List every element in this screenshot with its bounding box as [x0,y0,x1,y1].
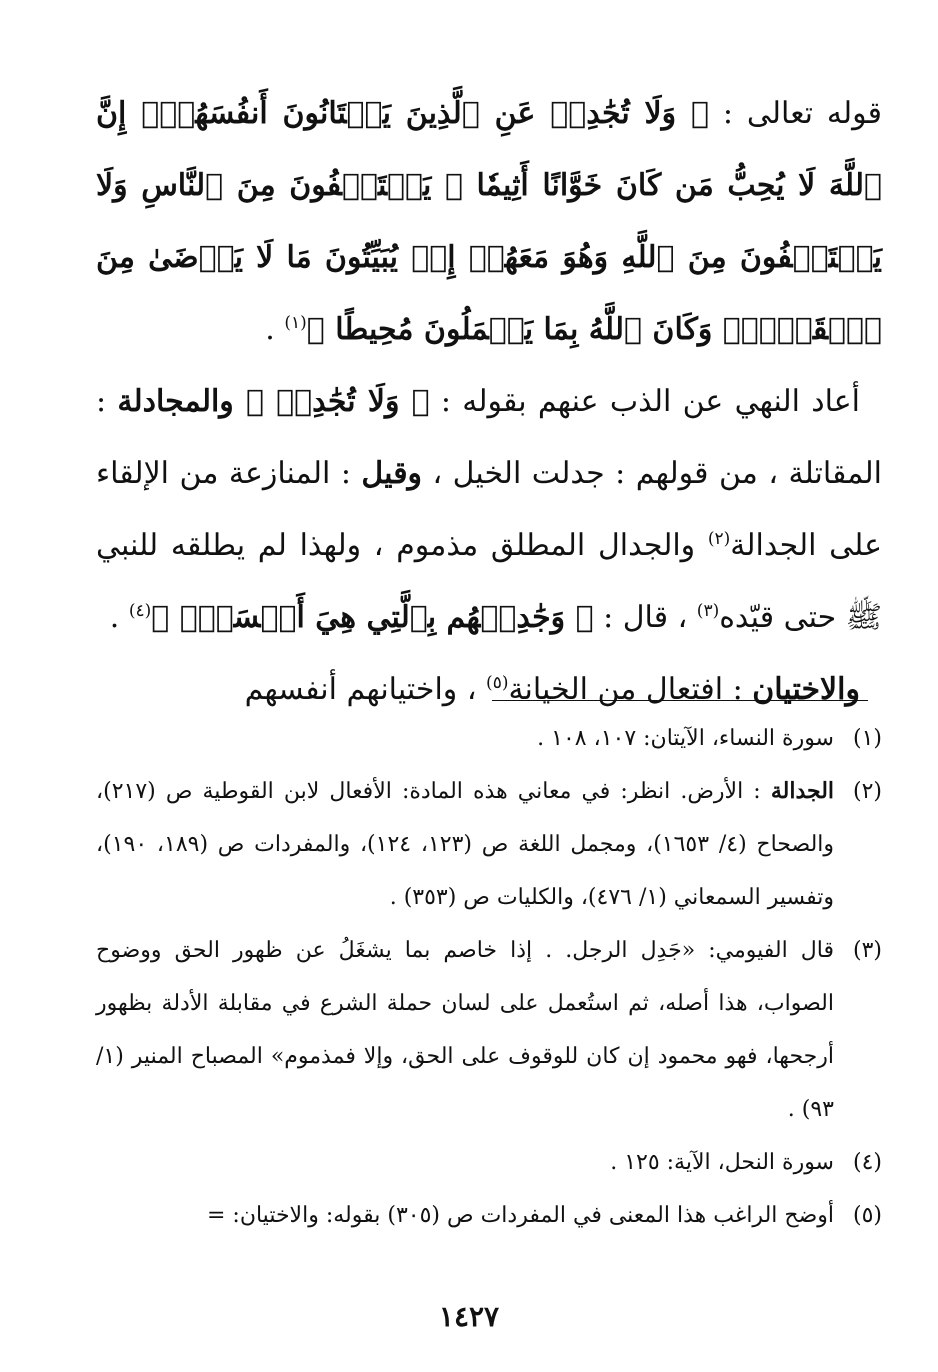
paragraph-2-e: : المنازعة من الإلقاء على الجدالة [96,456,882,563]
footnote-text: سورة النساء، الآيتان: ١٠٧، ١٠٨ . [537,726,834,751]
footnote-number: (٤) [852,1150,882,1175]
footnote-divider [492,700,868,701]
footnote-ref-1[interactable]: (١) [284,313,307,333]
footnote-text: سورة النحل، الآية: ١٢٥ . [610,1150,834,1175]
term-qila: وقيل [361,456,423,491]
footnote-lead-term: الجدالة [770,778,835,804]
footnote-1 [96,712,882,765]
footnote-3 [96,924,882,1136]
paragraph-2-a: أعاد النهي عن الذب عنهم بقوله : [429,384,860,419]
footnotes [96,712,882,1242]
footnote-number: (٣) [852,938,882,963]
footnote-ref-5[interactable]: (٥) [486,673,509,693]
footnote-ref-4[interactable]: (٤) [128,601,152,621]
footnote-ref-3[interactable]: (٣) [696,601,720,621]
footnote-text: : الأرض. انظر: في معاني هذه المادة: الأفعال لابن القوطية ص (٢١٧)، والصحاح (٤/ ١٦٥٣)، ومجمل اللغة ص (١٢٣، ١٢٤)، والمفردات ص (١٨٩، ١٩٠)، وتفسير السمعاني (١/ ٤٧٦)، والكليات ص (٣٥٣) . [96,779,835,910]
page-number: ١٤٢٧ [438,1300,500,1333]
term-ikhtiyan: والاختيان [752,672,860,707]
quran-verse-2: ﴿ وَلَا تُجَٰدِلۡ ﴾ [245,384,430,419]
quran-verse-3: ﴿ وَجَٰدِلۡهُم بِٱلَّتِي هِيَ أَحۡسَنُۚ ﴾ [151,600,594,635]
paragraph-2 [96,366,882,654]
footnote-text: قال الفيومي: «جَدِل الرجل. . إذا خاصم بما يشغَلُ عن ظهور الحق ووضوح الصواب، هذا أصله، ثم استُعمل على لسان حملة الشرع في مقابلة الأدلة بظهور أرجحها، فهو محمود إن كان للوقوف على الحق، وإلا فمذموم» المصباح المنير (١/ ٩٣) . [96,938,834,1122]
main-text [96,78,882,726]
paragraph-2-c: : المقاتلة ، من قولهم : جدلت الخيل ، [96,384,882,491]
paragraph-1-lead: قوله تعالى : [708,96,882,131]
footnote-2 [96,765,882,924]
footnote-number: (٢) [852,779,882,804]
footnote-5 [96,1189,882,1242]
footnote-number: (٥) [852,1203,882,1228]
paragraph-1-end: . [265,312,285,347]
footnote-text: أوضح الراغب هذا المعنى في المفردات ص (٣٠٥) بقوله: والاختيان: = [206,1203,834,1228]
paragraph-2-h: . [109,600,129,635]
quran-verse-1: ﴿ وَلَا تُجَٰدِلۡ عَنِ ٱلَّذِينَ يَخۡتَانُونَ أَنفُسَهُمۡۚ إِنَّ ٱللَّهَ لَا يُحِبُّ مَن كَانَ خَوَّانًا أَثِيمٗا ۞ يَسۡتَخۡفُونَ مِنَ ٱلنَّاسِ وَلَا يَسۡتَخۡفُونَ مِنَ ٱللَّهِ وَهُوَ مَعَهُمۡ إِذۡ يُبَيِّتُونَ مَا لَا يَرۡضَىٰ مِنَ ٱلۡقَوۡلِۚ وَكَانَ ٱللَّهُ بِمَا يَعۡمَلُونَ مُحِيطًا ﴾ [96,96,882,347]
paragraph-3-b: : افتعال من الخيانة [508,672,753,707]
term-mujadala: والمجادلة [117,384,246,419]
paragraph-3-c: ، واختيانهم أنفسهم [244,672,487,707]
footnote-number: (١) [852,726,882,751]
paragraph-2-f: والجدال المطلق مذموم ، ولهذا لم يطلقه للنبي ﷺ حتى قيّده [96,528,882,635]
footnote-ref-2[interactable]: (٢) [707,529,731,549]
footnote-4 [96,1136,882,1189]
paragraph-1 [96,78,882,366]
paragraph-2-g: ، قال : [593,600,697,635]
